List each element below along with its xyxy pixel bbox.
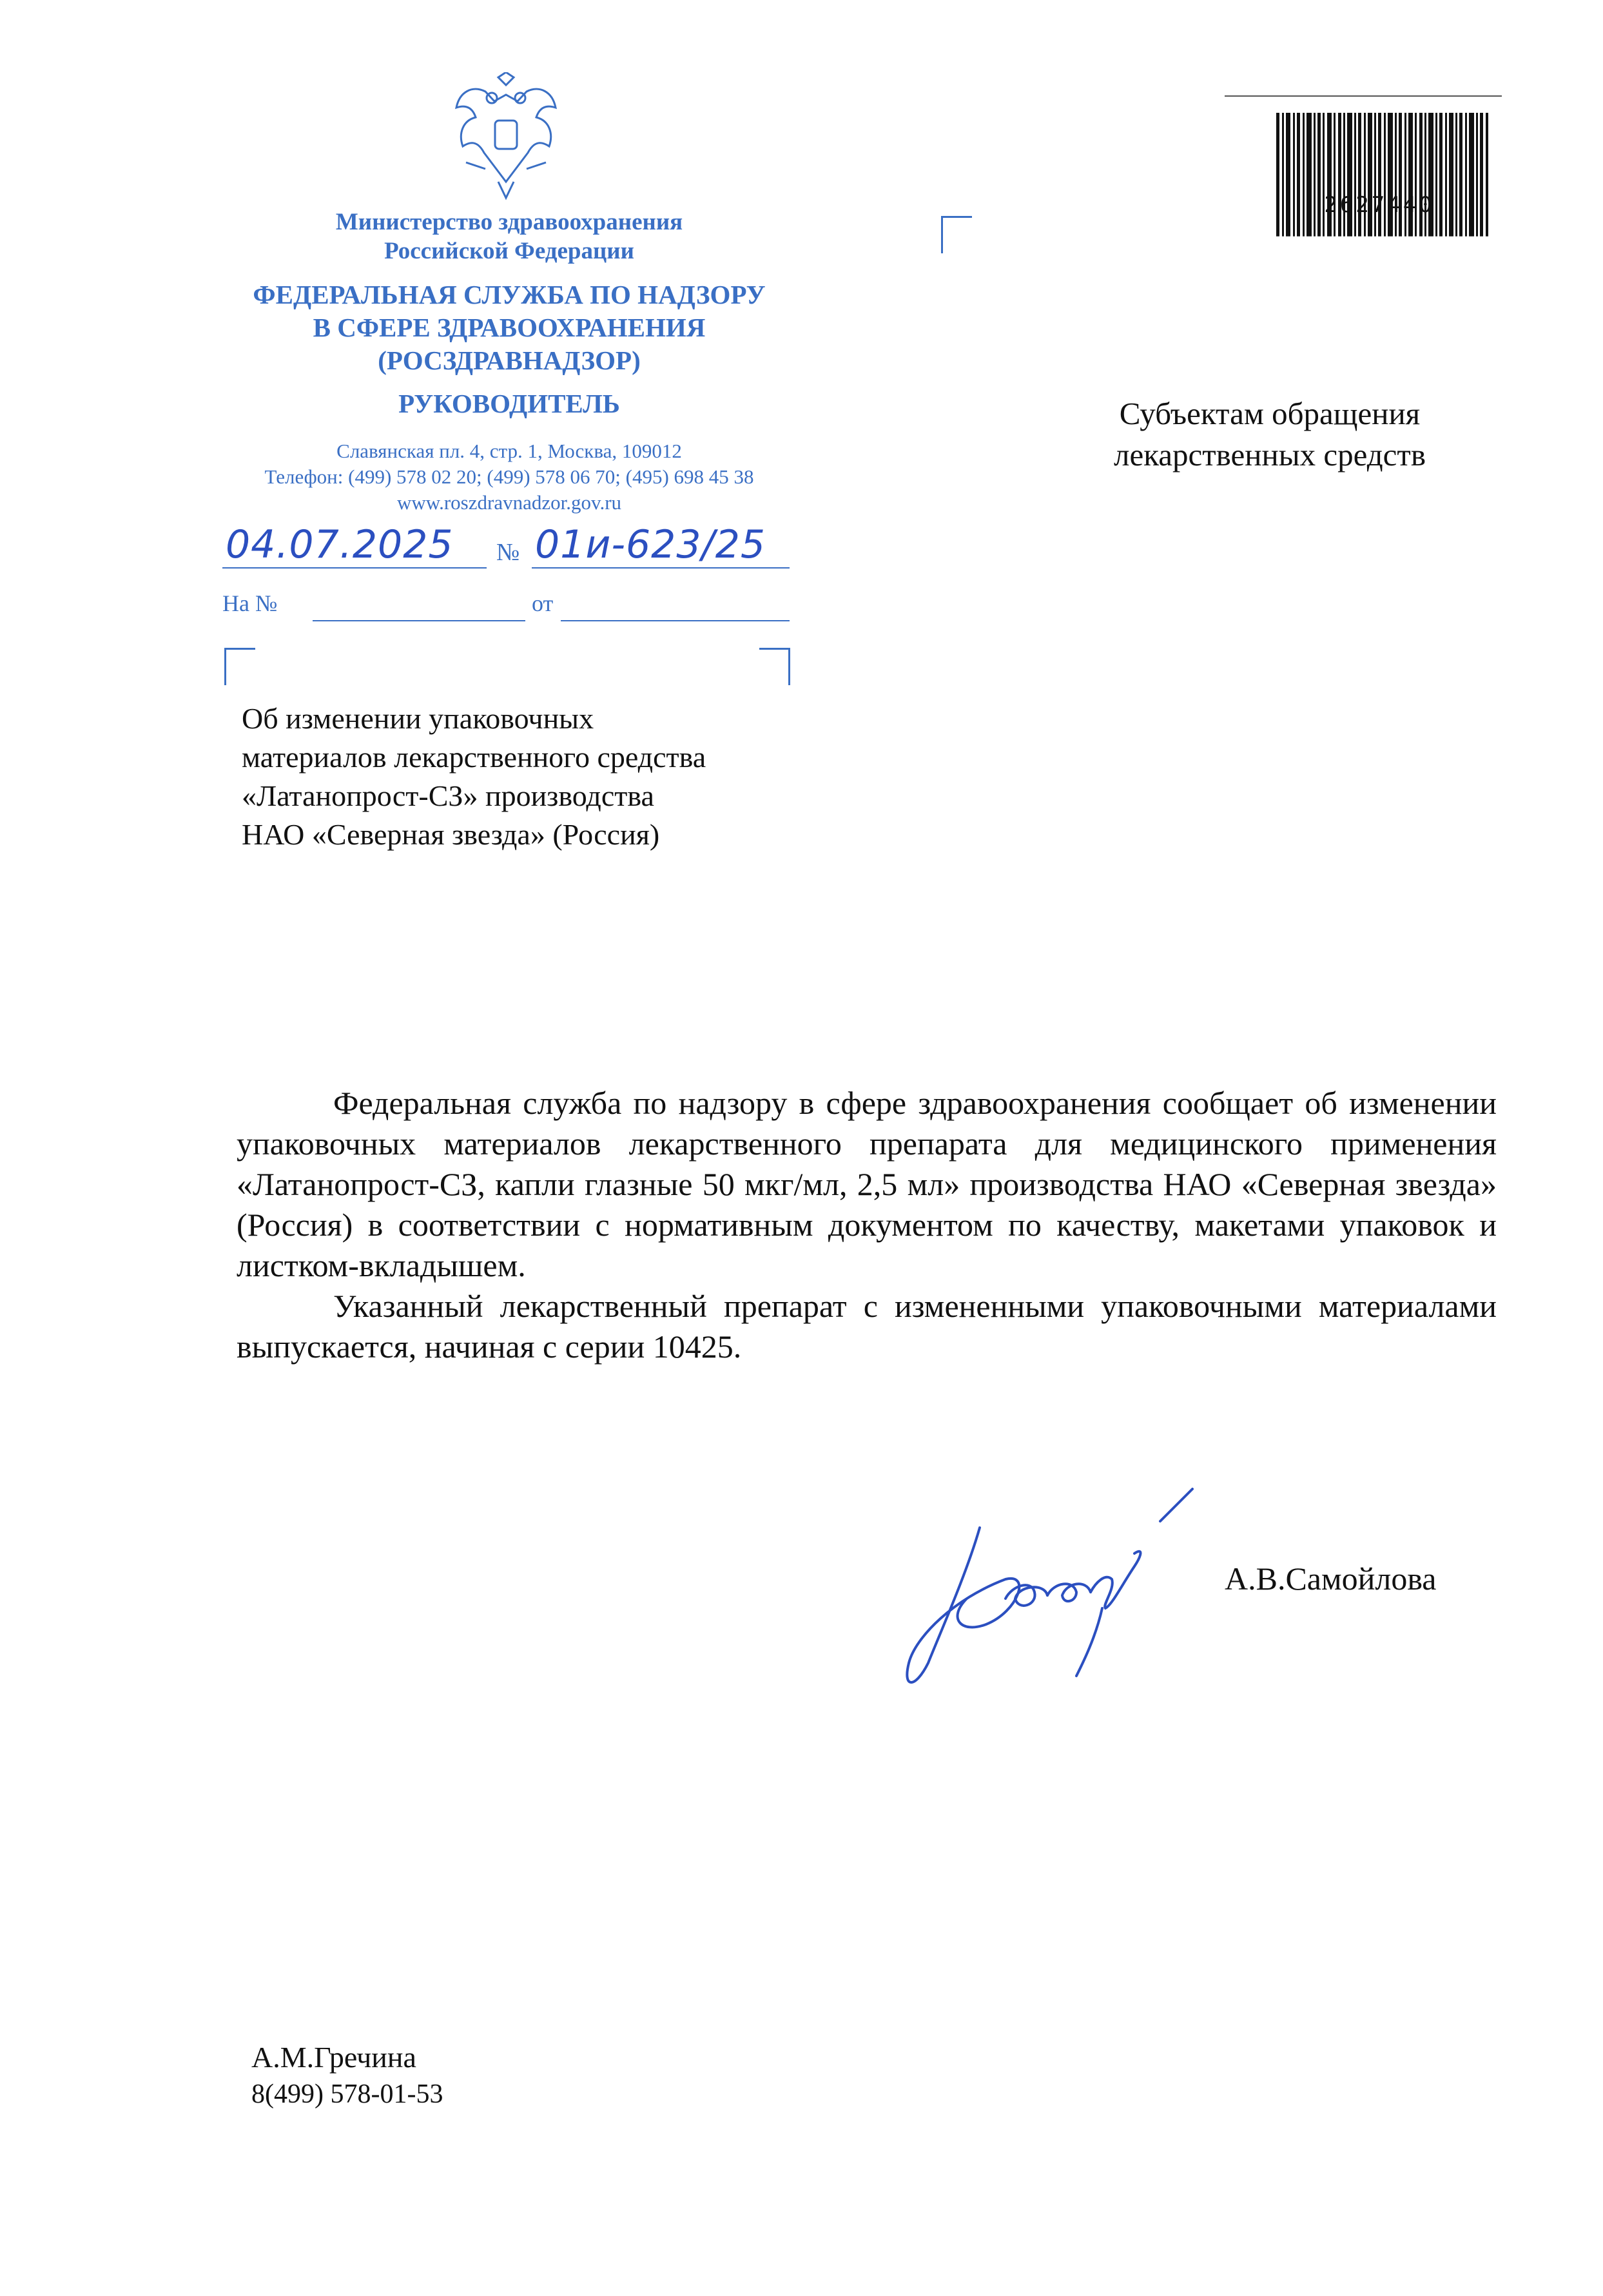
executor-name: А.М.Гречина (251, 2041, 416, 2074)
executor-phone: 8(499) 578-01-53 (251, 2079, 443, 2109)
subject-block (242, 699, 822, 854)
number-underline (532, 567, 790, 569)
body-paragraph-1: Федеральная служба по надзору в сфере здравоохранения сообщает об изменении упаковочных материалов лекарственного препарата для медицинского применения «Латанопрост-СЗ, капли глазные 50 мкг/мл, 2,5 мл» производства НАО «Северная звезда» (Россия) в соответствии с нормативным документом по качеству, макетами упаковок и листком-вкладышем. (237, 1085, 1497, 1283)
service-line-3: (РОСЗДРАВНАДЗОР) (378, 345, 641, 375)
reply-number-line (313, 620, 525, 621)
from-label: от (532, 590, 554, 616)
addressee-block (1064, 393, 1476, 476)
date-underline (222, 567, 487, 569)
service-name (193, 278, 825, 377)
registration-number: 01и-623/25 (535, 522, 766, 567)
subject-line-3: «Латанопрост-СЗ» производства (242, 779, 654, 812)
head-title: РУКОВОДИТЕЛЬ (398, 389, 620, 418)
letter-body (237, 1083, 1497, 1367)
signer-name: А.В.Самойлова (1225, 1561, 1437, 1597)
postal-address: Славянская пл. 4, стр. 1, Москва, 109012 (336, 440, 682, 462)
ministry-line-2: Российской Федерации (384, 238, 634, 264)
subject-line-2: материалов лекарственного средства (242, 741, 706, 773)
registration-date: 04.07.2025 (226, 522, 454, 567)
addressee-line-2: лекарственных средств (1114, 437, 1426, 472)
letterhead-contacts (193, 438, 825, 516)
phone-numbers: Телефон: (499) 578 02 20; (499) 578 06 70; (495) 698 45 38 (264, 465, 754, 488)
service-line-1: ФЕДЕРАЛЬНАЯ СЛУЖБА ПО НАДЗОРУ (253, 280, 766, 309)
ministry-line-1: Министерство здравоохранения (335, 209, 683, 235)
reply-date-line (561, 620, 790, 621)
service-line-2: В СФЕРЕ ЗДРАВООХРАНЕНИЯ (313, 313, 706, 342)
website-link[interactable]: www.roszdravnadzor.gov.ru (396, 491, 622, 514)
subject-bracket-left (224, 648, 255, 685)
subject-line-4: НАО «Северная звезда» (Россия) (242, 818, 660, 851)
subject-bracket-right (759, 648, 790, 685)
addressee-bracket-left (941, 216, 972, 253)
reply-to-label: На № (222, 590, 278, 616)
barcode-icon (1276, 113, 1489, 242)
handwritten-signature-icon (889, 1470, 1238, 1702)
barcode-number: 2627440 (1324, 192, 1435, 218)
body-paragraph-2: Указанный лекарственный препарат с измененными упаковочными материалами выпускается, начиная с серии 10425. (237, 1288, 1497, 1365)
number-sign: № (496, 539, 520, 566)
subject-line-1: Об изменении упаковочных (242, 702, 594, 735)
ministry-name (232, 208, 786, 266)
top-rule (1225, 95, 1502, 97)
coat-of-arms-emblem-icon (447, 72, 566, 201)
addressee-line-1: Субъектам обращения (1119, 396, 1421, 431)
